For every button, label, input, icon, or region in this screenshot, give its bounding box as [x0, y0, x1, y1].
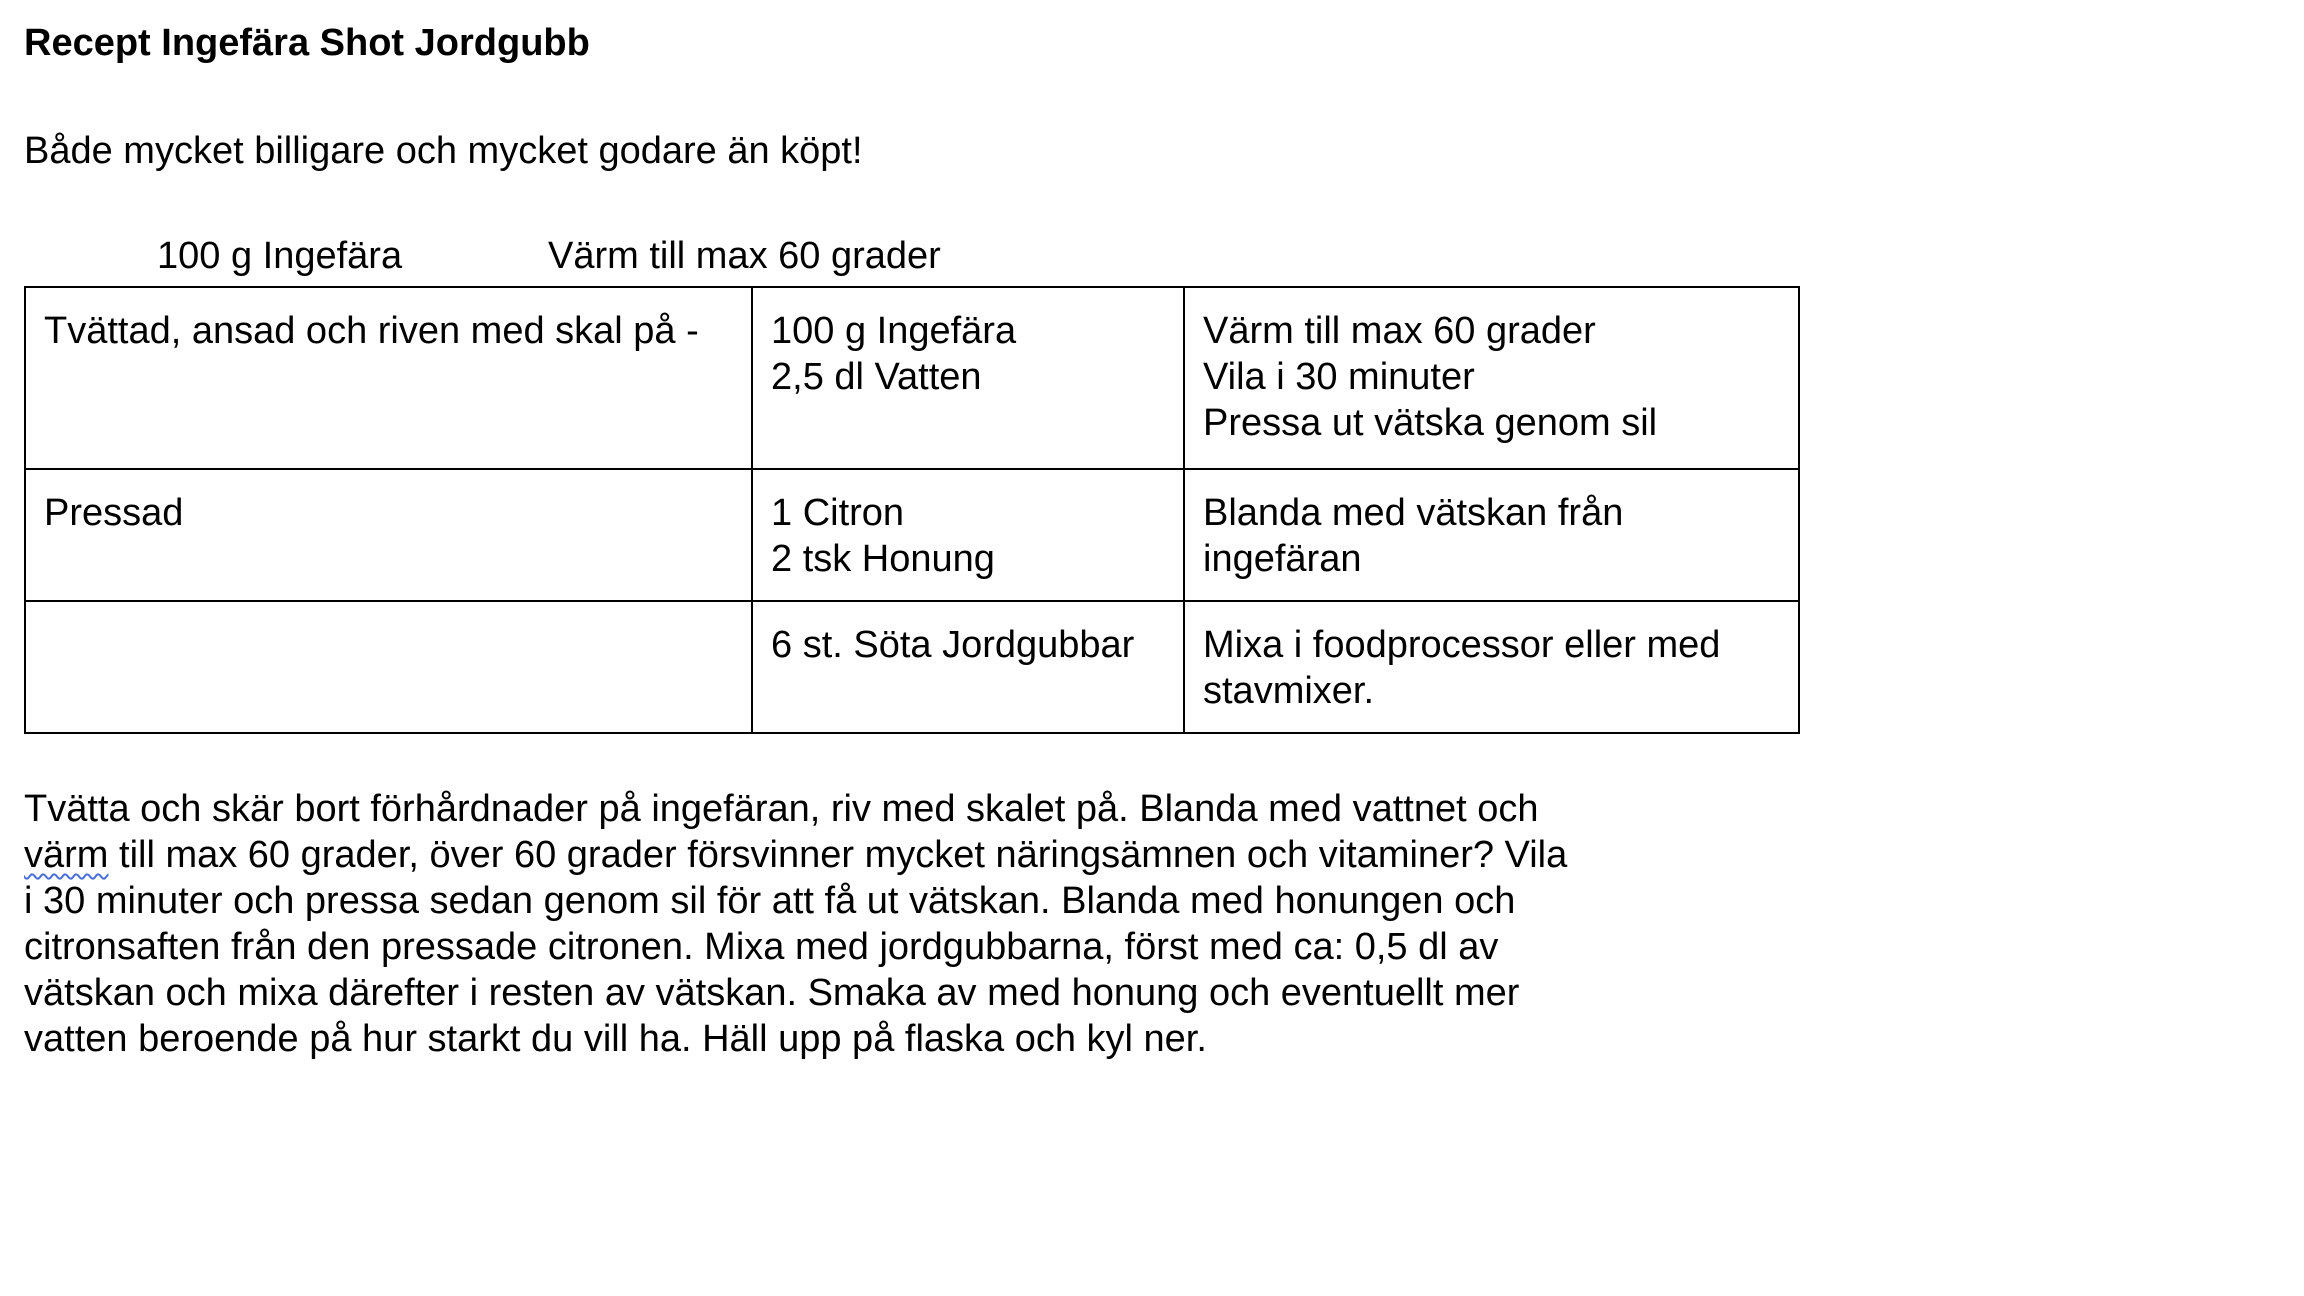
ingredients-cell	[752, 469, 1184, 601]
pre-table-ingredient: 100 g Ingefära	[157, 235, 403, 277]
cell-line: Pressad	[44, 492, 184, 534]
cell-line: stavmixer.	[1203, 670, 1375, 712]
cell-line: ingefäran	[1203, 538, 1362, 580]
table-row	[25, 469, 1799, 601]
pre-table-step: Värm till max 60 grader	[548, 235, 941, 277]
prep-cell	[25, 469, 752, 601]
intro-text: Både mycket billigare och mycket godare än köpt!	[24, 130, 863, 172]
text-line: i 30 minuter och pressa sedan genom sil för att få ut vätskan. Blanda med honungen och	[24, 880, 1516, 922]
ingredients-cell	[752, 601, 1184, 733]
cell-line: Vila i 30 minuter	[1203, 356, 1475, 398]
cell-line: Blanda med vätskan från	[1203, 492, 1624, 534]
text-line: vätskan och mixa därefter i resten av vätskan. Smaka av med honung och eventuellt mer	[24, 972, 1520, 1014]
table-row	[25, 287, 1799, 469]
cell-line: Mixa i foodprocessor eller med	[1203, 624, 1721, 666]
text-line	[24, 832, 1704, 878]
cell-line: Tvättad, ansad och riven med skal på -	[44, 310, 699, 352]
cell-line: Värm till max 60 grader	[1203, 310, 1596, 352]
text-line: vatten beroende på hur starkt du vill ha. Häll upp på flaska och kyl ner.	[24, 1018, 1207, 1060]
cell-line: Pressa ut vätska genom sil	[1203, 402, 1658, 444]
cell-line: 2,5 dl Vatten	[771, 356, 982, 398]
steps-cell	[1184, 287, 1799, 469]
cell-line: 2 tsk Honung	[771, 538, 995, 580]
steps-cell	[1184, 469, 1799, 601]
spellcheck-word[interactable]: värm	[24, 834, 109, 876]
prep-cell	[25, 287, 752, 469]
prep-cell	[25, 601, 752, 733]
cell-line: 1 Citron	[771, 492, 905, 534]
cell-line: 100 g Ingefära	[771, 310, 1017, 352]
steps-cell	[1184, 601, 1799, 733]
ingredients-cell	[752, 287, 1184, 469]
table-row	[25, 601, 1799, 733]
text-line: Tvätta och skär bort förhårdnader på ingefäran, riv med skalet på. Blanda med vattnet och	[24, 788, 1539, 830]
instructions-paragraph	[24, 786, 1704, 1062]
text-line: citronsaften från den pressade citronen. Mixa med jordgubbarna, först med ca: 0,5 dl av	[24, 926, 1499, 968]
recipe-table	[24, 286, 1800, 734]
text-segment: till max 60 grader, över 60 grader försvinner mycket näringsämnen och vitaminer? Vila	[108, 834, 1568, 876]
cell-line: 6 st. Söta Jordgubbar	[771, 624, 1135, 666]
recipe-title: Recept Ingefära Shot Jordgubb	[24, 22, 590, 64]
